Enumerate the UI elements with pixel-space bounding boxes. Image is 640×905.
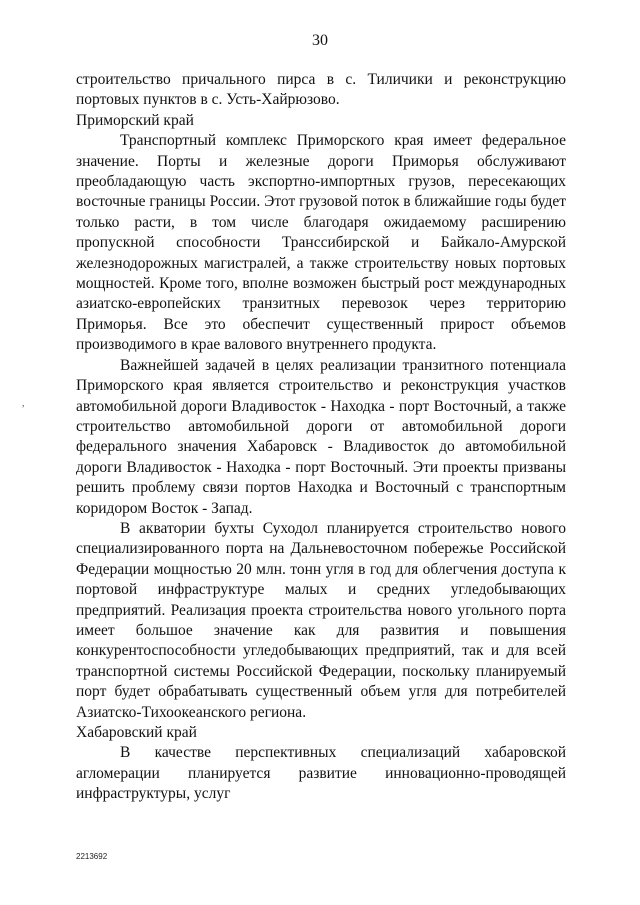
paragraph: В акватории бухты Суходол планируется строительство нового специализированного порта на Дальневосточном побережье Российской Федерации мощностью 20 млн. тонн угля в год для облегчения доступа к портовой инфраструктуре малых и средних угледобывающих предприятий. Реализация проекта строительства нового угольного порта имеет большое значение как для развития и повышения конкурентоспособности угледобывающих предприятий, так и для всей транспортной системы Российской Федерации, поскольку планируемый порт будет обрабатывать существенный объем угля для потребителей Азиатско-Тихоокеанского региона. — [76, 519, 566, 721]
intro-paragraph: строительство причального пирса в с. Тиличики и реконструкцию портовых пунктов в с. Усть-Хайрюзово. — [76, 71, 566, 109]
section-heading-khabarovsk: Хабаровский край — [76, 724, 197, 741]
margin-mark: , — [22, 398, 25, 409]
page-number: 30 — [312, 32, 328, 49]
section-heading-primorsky: Приморский край — [76, 111, 194, 129]
paragraph: В качестве перспективных специализаций хабаровской агломерации планируется развитие инновационно-проводящей инфраструктуры, услуг — [76, 744, 566, 803]
paragraph: Транспортный комплекс Приморского края имеет федеральное значение. Порты и железные дороги Приморья обслуживают преобладающую часть экспортно-импортных грузов, пересекающих восточные границы России. Этот грузовой поток в ближайшие годы будет только расти, в том числе благодаря ожидаемому расширению пропускной способности Транссибирской и Байкало-Амурской железнодорожных магистралей, а также строительству новых портовых мощностей. Кроме того, вполне возможен быстрый рост международных азиатско-европейских транзитных перевозок через территорию Приморья. Все это обеспечит существенный прирост объемов производимого в крае валового внутреннего продукта. — [76, 132, 566, 354]
document-body — [76, 70, 566, 805]
paragraph: Важнейшей задачей в целях реализации транзитного потенциала Приморского края является строительство и реконструкция участков автомобильной дороги Владивосток - Находка - порт Восточный, а также строительство автомобильной дороги от автомобильной дороги федерального значения Хабаровск - Владивосток до автомобильной дороги Владивосток - Находка - порт Восточный. Эти проекты призваны решить проблему связи портов Находка и Восточный с транспортным коридором Восток - Запад. — [76, 356, 566, 517]
document-code: 2213692 — [76, 852, 108, 861]
